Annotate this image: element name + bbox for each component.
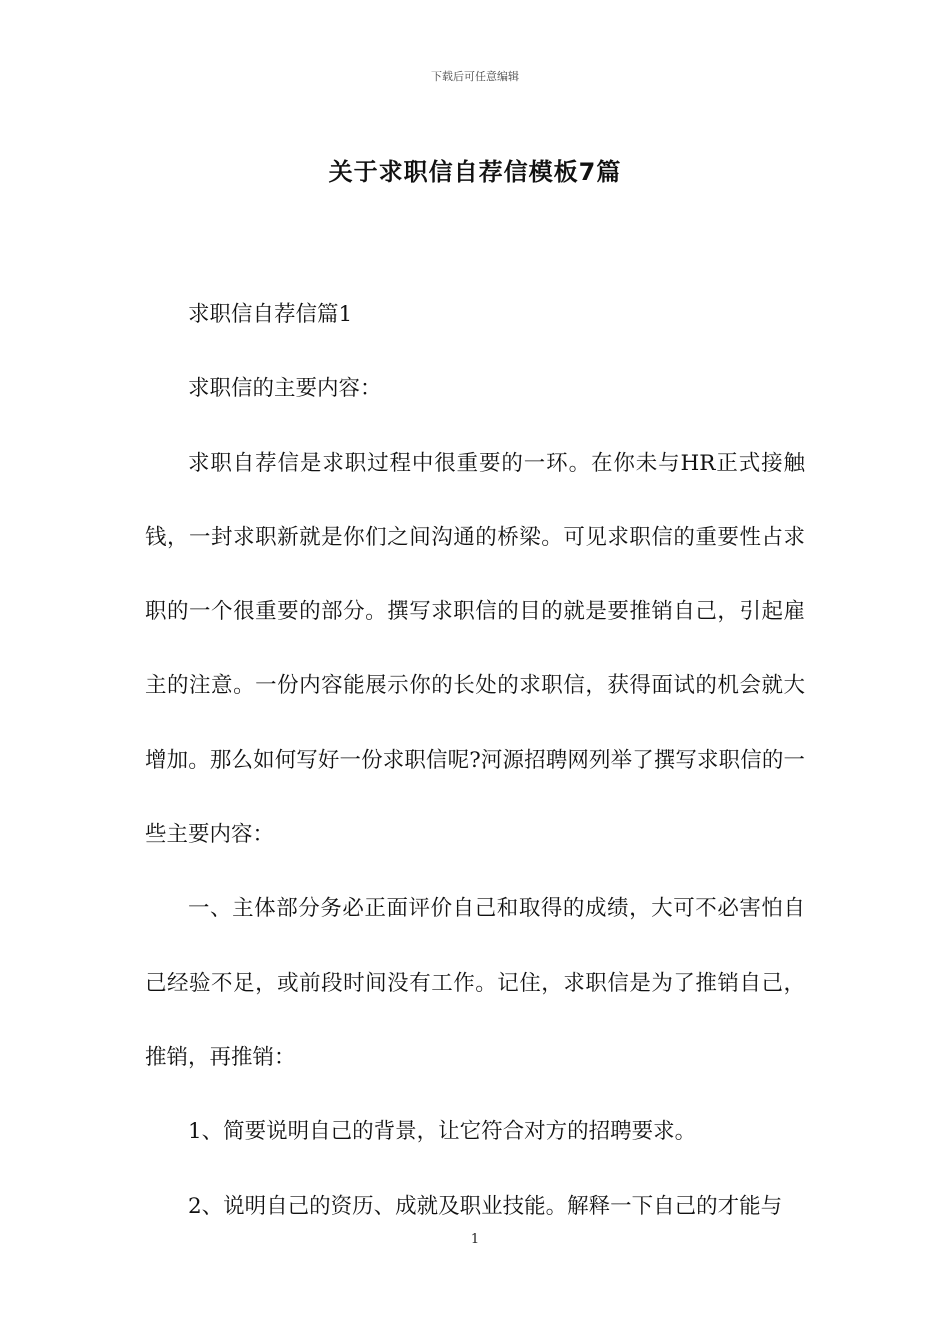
paragraph: 求职自荐信是求职过程中很重要的一环。在你未与HR正式接触钱，一封求职新就是你们之间沟通的桥梁。可见求职信的重要性占求职的一个很重要的部分。撰写求职信的目的就是要推销自己，引起雇主的注意。一份内容能展示你的长处的求职信，获得面试的机会就大增加。那么如何写好一份求职信呢?河源招聘网列举了撰写求职信的一些主要内容：: [145, 450, 805, 848]
list-item: 1、简要说明自己的背景，让它符合对方的招聘要求。: [188, 1119, 697, 1145]
section-heading: 求职信自荐信篇1: [188, 302, 353, 327]
paragraph: 求职信的主要内容：: [188, 376, 382, 402]
list-item: 2、说明自己的资历、成就及职业技能。解释一下自己的才能与: [188, 1193, 783, 1219]
page-header-note: 下载后可任意编辑: [431, 70, 519, 83]
document-title: 关于求职信自荐信模板7篇: [328, 158, 622, 186]
document-body: [145, 278, 805, 1244]
page-number: 1: [470, 1232, 480, 1247]
paragraph: 一、主体部分务必正面评价自己和取得的成绩，大可不必害怕自己经验不足，或前段时间没有工作。记住，求职信是为了推销自己，推销，再推销：: [145, 896, 805, 1070]
